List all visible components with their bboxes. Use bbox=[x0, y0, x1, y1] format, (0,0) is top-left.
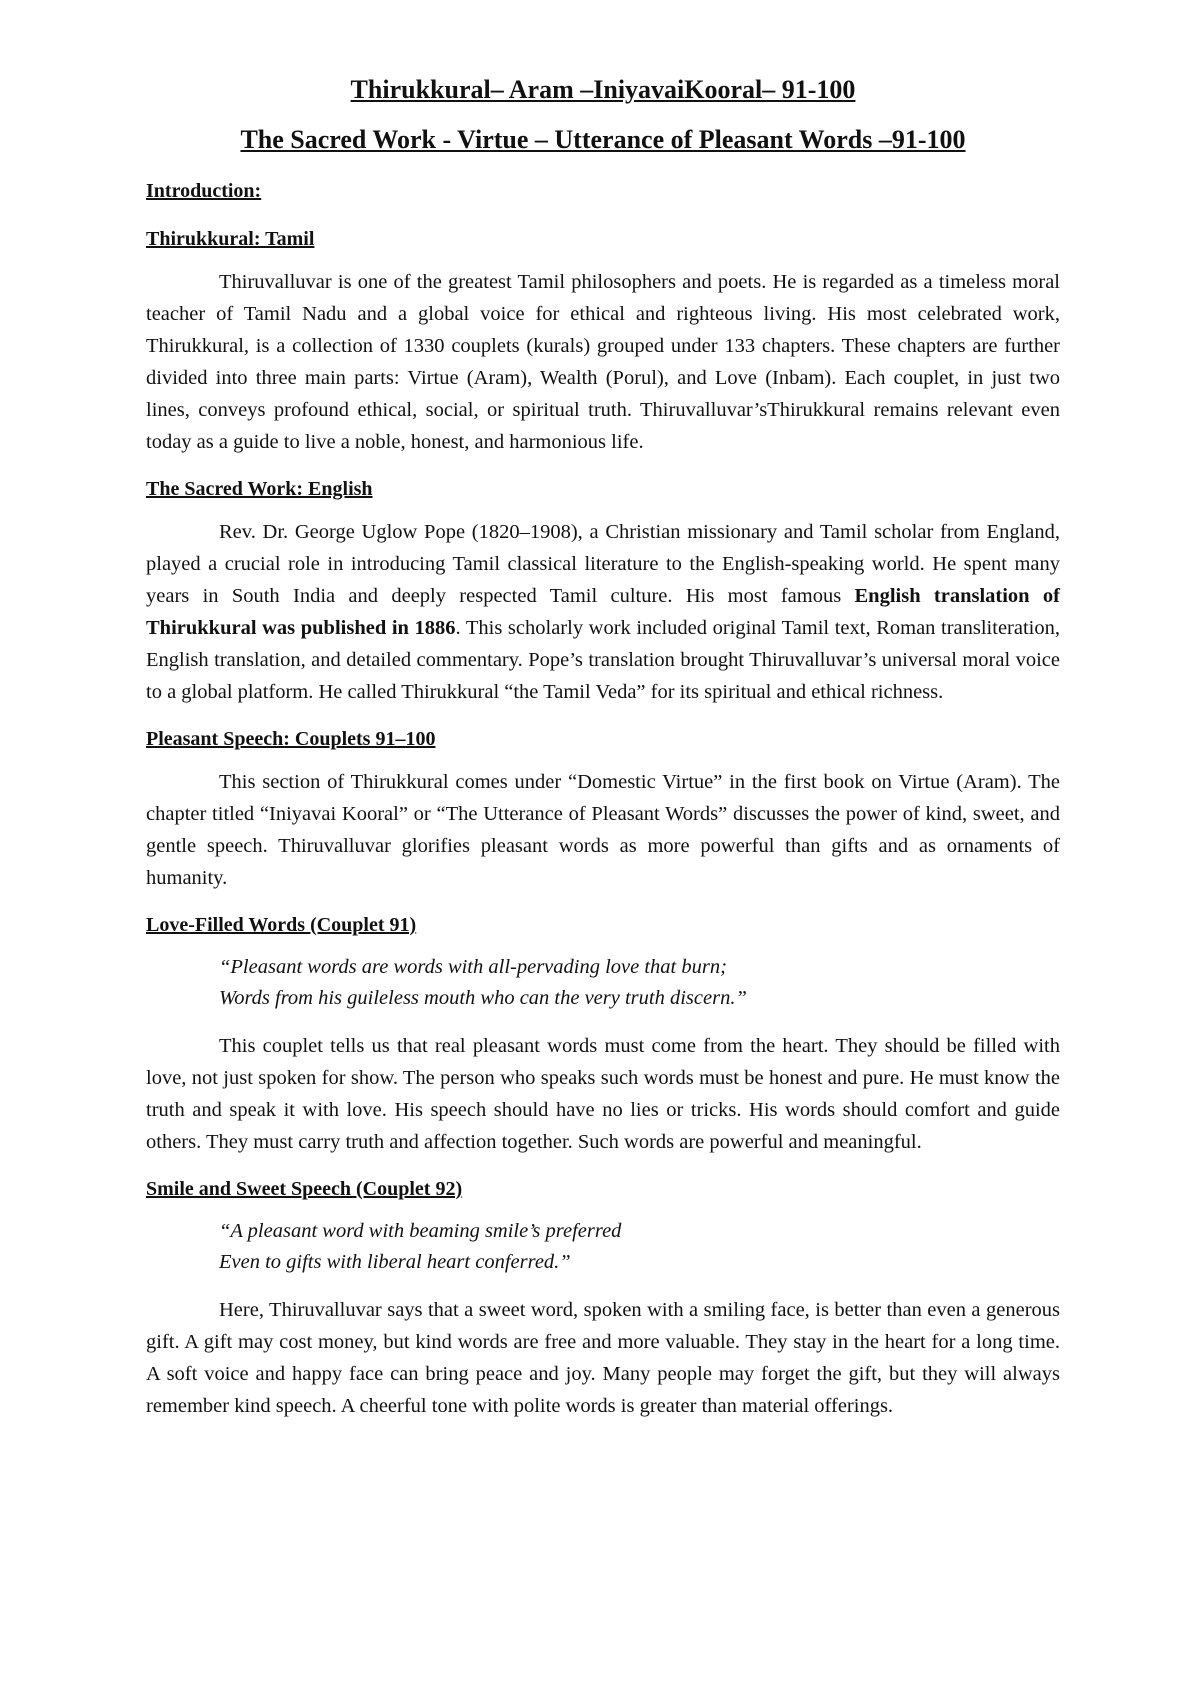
section-paragraph-tamil: Thiruvalluvar is one of the greatest Tamil philosophers and poets. He is regarded as a timeless moral teacher of Tamil Nadu and a global voice for ethical and righteous living. His most celebrated work, Thirukkural, is a collection of 1330 couplets (kurals) grouped under 133 chapters. These chapters are further divided into three main parts: Virtue (Aram), Wealth (Porul), and Love (Inbam). Each couplet, in just two lines, conveys profound ethical, social, or spiritual truth. Thiruvalluvar’sThirukkural remains relevant even today as a guide to live a noble, honest, and harmonious life. bbox=[146, 271, 1060, 453]
couplet-91-line-1: “Pleasant words are words with all-pervading love that burn; bbox=[219, 956, 727, 978]
section-heading-tamil: Thirukkural: Tamil bbox=[146, 228, 315, 250]
english-paragraph-text-2: . This scholarly work included original Tamil text, Roman transliteration, English translation, and detailed commentary. Pope’s translation brought Thiruvalluvar’s universal moral voice to a global platform. He called Thirukkural “the Tamil Veda” for its spiritual and ethical richness. bbox=[146, 617, 1060, 703]
couplet-92-line-2: Even to gifts with liberal heart conferred.” bbox=[219, 1251, 571, 1273]
couplet-91-quote bbox=[146, 952, 1060, 1014]
section-paragraph-pleasant-speech: This section of Thirukkural comes under “Domestic Virtue” in the first book on Virtue (Aram). The chapter titled “Iniyavai Kooral” or “The Utterance of Pleasant Words” discusses the power of kind, sweet, and gentle speech. Thiruvalluvar glorifies pleasant words as more powerful than gifts and as ornaments of humanity. bbox=[146, 771, 1060, 889]
section-paragraph-couplet-92: Here, Thiruvalluvar says that a sweet word, spoken with a smiling face, is better than even a generous gift. A gift may cost money, but kind words are free and more valuable. They stay in the heart for a long time. A soft voice and happy face can bring peace and joy. Many people may forget the gift, but they will always remember kind speech. A cheerful tone with polite words is greater than material offerings. bbox=[146, 1299, 1060, 1417]
section-paragraph-couplet-91: This couplet tells us that real pleasant words must come from the heart. They should be filled with love, not just spoken for show. The person who speaks such words must be honest and pure. He must know the truth and speak it with love. His speech should have no lies or tricks. His words should comfort and guide others. They must carry truth and affection together. Such words are powerful and meaningful. bbox=[146, 1035, 1060, 1153]
document-subtitle: The Sacred Work - Virtue – Utterance of Pleasant Words –91-100 bbox=[240, 125, 966, 154]
section-heading-english: The Sacred Work: English bbox=[146, 478, 373, 500]
english-paragraph-text-1: Rev. Dr. George Uglow Pope (1820–1908), a Christian missionary and Tamil scholar from England, played a crucial role in introducing Tamil classical literature to the English-speaking world. He spent many years in South India and deeply respected Tamil culture. His most famous bbox=[146, 521, 1060, 607]
introduction-heading: Introduction: bbox=[146, 180, 262, 202]
section-paragraph-english bbox=[146, 516, 1060, 708]
english-paragraph-bold-text: English translation of Thirukkural was published in 1886 bbox=[146, 585, 1060, 639]
couplet-92-quote bbox=[146, 1216, 1060, 1278]
couplet-91-line-2: Words from his guileless mouth who can the very truth discern.” bbox=[219, 987, 747, 1009]
couplet-92-line-1: “A pleasant word with beaming smile’s preferred bbox=[219, 1220, 622, 1242]
section-heading-pleasant-speech: Pleasant Speech: Couplets 91–100 bbox=[146, 728, 436, 750]
document-title: Thirukkural– Aram –IniyavaiKooral– 91-100 bbox=[350, 75, 856, 104]
section-heading-couplet-92: Smile and Sweet Speech (Couplet 92) bbox=[146, 1178, 463, 1200]
section-heading-couplet-91: Love-Filled Words (Couplet 91) bbox=[146, 914, 417, 936]
